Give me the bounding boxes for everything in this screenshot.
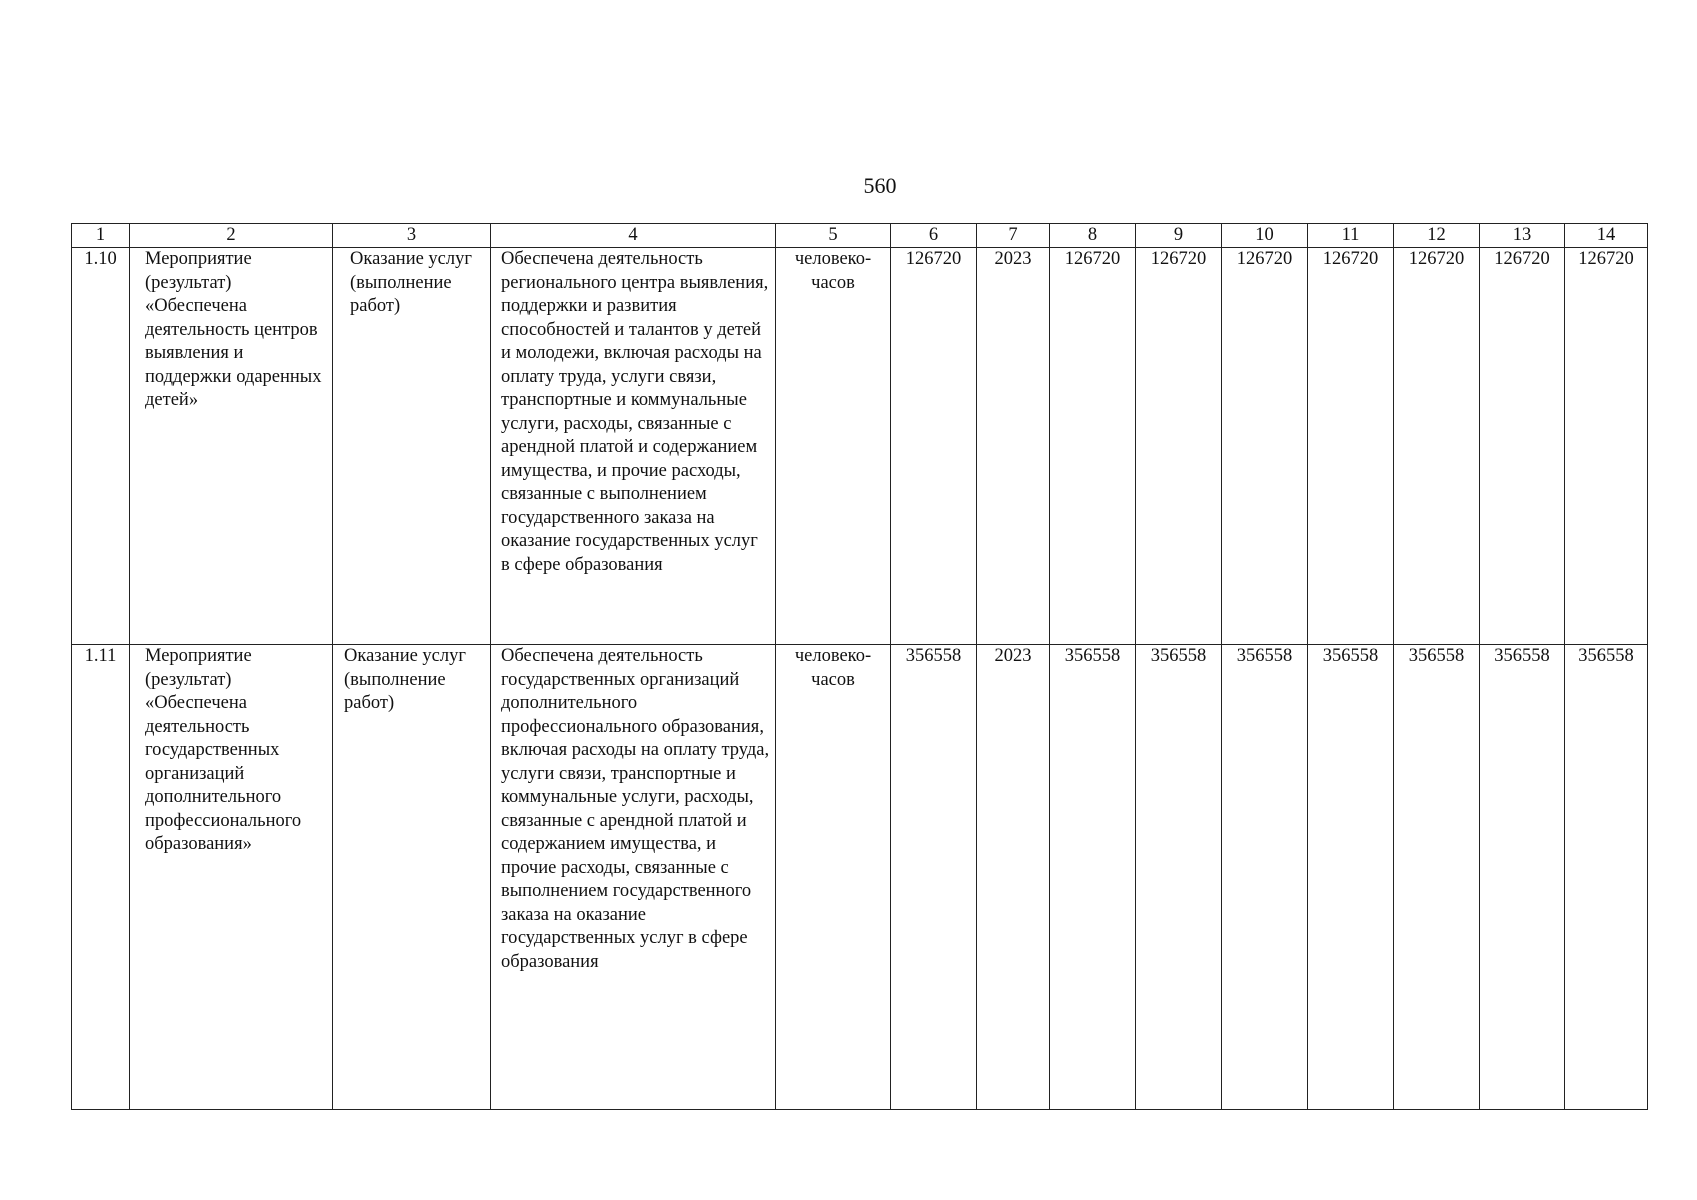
table-row <box>72 248 1648 645</box>
value-cell-9: 356558 <box>1136 645 1222 1110</box>
value-cell-14: 356558 <box>1565 645 1648 1110</box>
measure-description-cell: Обеспечена деятельность государственных организаций дополнительного профессионального образования, включая расходы на оплату труда, услуги связи, транспортные и коммунальные услуги, расходы, связанные с арендной платой и содержанием имущества, и прочие расходы, связанные с выполнением государственного заказа на оказание государственных услуг в сфере образования <box>491 645 776 1110</box>
value-cell-12: 126720 <box>1394 248 1480 645</box>
header-cell: 3 <box>333 224 491 248</box>
page-number: 560 <box>863 173 897 198</box>
value-cell-9: 126720 <box>1136 248 1222 645</box>
header-cell: 6 <box>891 224 977 248</box>
header-cell: 14 <box>1565 224 1648 248</box>
value-cell-14: 126720 <box>1565 248 1648 645</box>
value-cell-12: 356558 <box>1394 645 1480 1110</box>
measure-type-cell: Оказание услуг (выполнение работ) <box>333 645 491 1110</box>
header-cell: 5 <box>776 224 891 248</box>
measure-type-cell: Оказание услуг (выполнение работ) <box>333 248 491 645</box>
measure-name-cell: Мероприятие (результат) «Обеспечена деятельность государственных организаций дополнительного профессионального образования» <box>130 645 333 1110</box>
value-cell-8: 356558 <box>1050 645 1136 1110</box>
value-cell-13: 356558 <box>1480 645 1565 1110</box>
year-cell: 2023 <box>977 248 1050 645</box>
value-cell-6: 126720 <box>891 248 977 645</box>
document-table <box>71 223 1648 1110</box>
value-cell-10: 126720 <box>1222 248 1308 645</box>
row-number-cell: 1.11 <box>72 645 130 1110</box>
value-cell-10: 356558 <box>1222 645 1308 1110</box>
value-cell-8: 126720 <box>1050 248 1136 645</box>
table-row <box>72 645 1648 1110</box>
header-cell: 8 <box>1050 224 1136 248</box>
header-cell: 9 <box>1136 224 1222 248</box>
unit-cell: человеко-часов <box>776 645 891 1110</box>
header-cell: 11 <box>1308 224 1394 248</box>
value-cell-11: 356558 <box>1308 645 1394 1110</box>
year-cell: 2023 <box>977 645 1050 1110</box>
value-cell-11: 126720 <box>1308 248 1394 645</box>
row-number-cell: 1.10 <box>72 248 130 645</box>
measure-description-cell: Обеспечена деятельность регионального центра выявления, поддержки и развития способностей и талантов у детей и молодежи, включая расходы на оплату труда, услуги связи, транспортные и коммунальные услуги, расходы, связанные с арендной платой и содержанием имущества, и прочие расходы, связанные с выполнением государственного заказа на оказание государственных услуг в сфере образования <box>491 248 776 645</box>
header-cell: 10 <box>1222 224 1308 248</box>
measure-name-cell: Мероприятие (результат) «Обеспечена деятельность центров выявления и поддержки одаренных детей» <box>130 248 333 645</box>
header-cell: 1 <box>72 224 130 248</box>
header-cell: 4 <box>491 224 776 248</box>
column-number-row <box>72 224 1648 248</box>
header-cell: 7 <box>977 224 1050 248</box>
header-cell: 2 <box>130 224 333 248</box>
value-cell-13: 126720 <box>1480 248 1565 645</box>
header-cell: 13 <box>1480 224 1565 248</box>
unit-cell: человеко-часов <box>776 248 891 645</box>
header-cell: 12 <box>1394 224 1480 248</box>
value-cell-6: 356558 <box>891 645 977 1110</box>
